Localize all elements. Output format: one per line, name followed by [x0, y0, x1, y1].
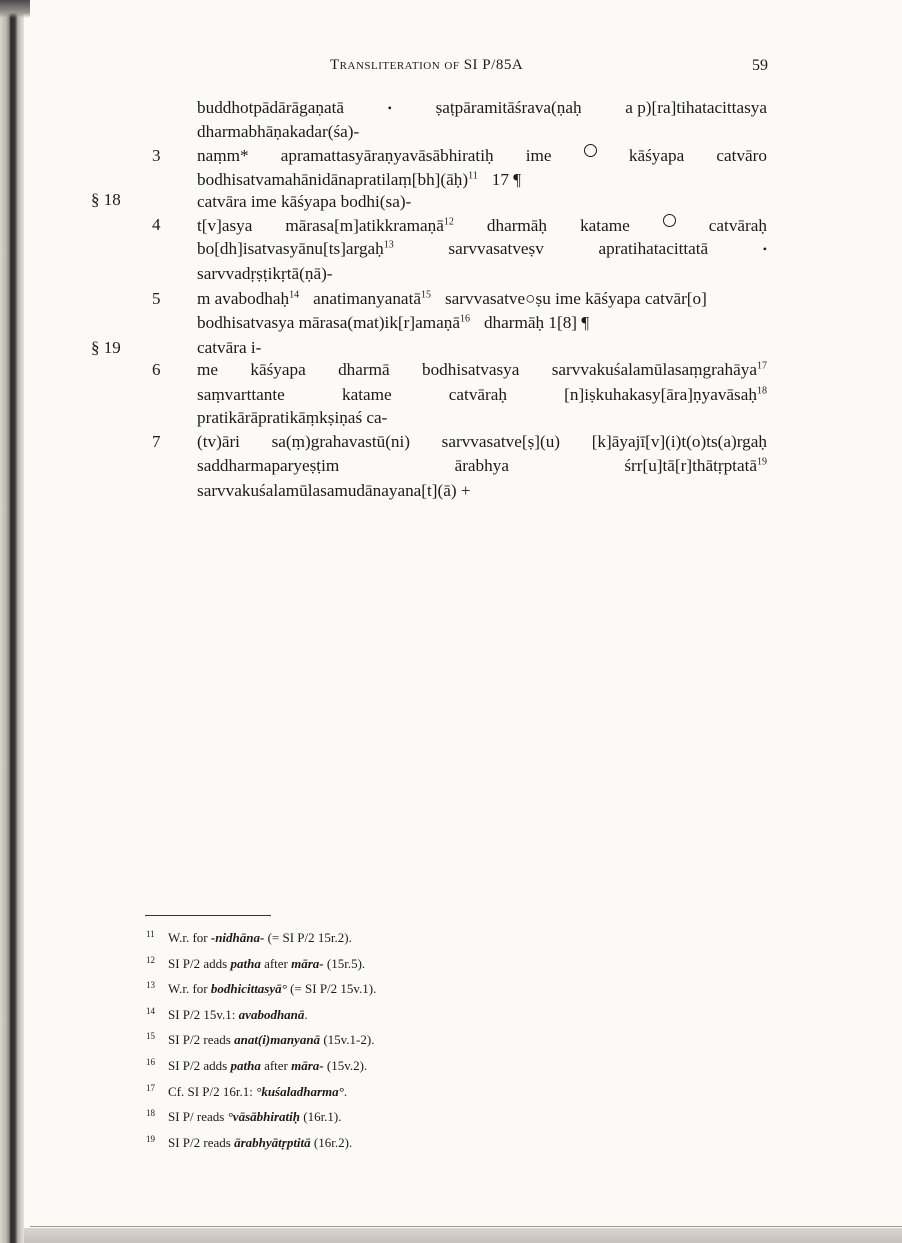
scan-corner-shadow [0, 0, 30, 18]
line-text: anatimanyanatā$^{15}$ [313, 289, 431, 308]
text-line [197, 168, 767, 192]
footnote-text: after [260, 955, 292, 971]
string-hole-circle-icon [663, 214, 676, 227]
line-text: bodhisatvamahānidānapratilaṃ[bh](āḥ)$^{11}$ [197, 170, 478, 189]
footnote-text: (= SI P/2 15v.1). [286, 981, 377, 997]
footnote-text: SI P/2 reads [168, 1032, 235, 1048]
line-text: naṃm* [197, 146, 249, 165]
page-bottom-rule [30, 1226, 902, 1227]
section-mark: § 19 [91, 338, 121, 357]
line-number: 5 [152, 289, 161, 308]
line-text: śrr[u]tā[r]thātṛptatā$^{19}$ [624, 456, 767, 475]
line-text: a p)[ra]tihatacittasya [625, 98, 767, 117]
footnote [146, 976, 376, 998]
text-line [197, 383, 767, 407]
text-line [197, 96, 767, 120]
line-text: apramattasyāraṇyavāsābhiratiḥ [280, 146, 494, 165]
footnote-italic-text: -nidhāna- [210, 930, 265, 945]
footnote [146, 1053, 367, 1075]
text-line [197, 144, 767, 168]
line-text: kāśyapa [628, 146, 685, 165]
footnote-italic-text: anat(i)manyanā [234, 1032, 321, 1048]
text-line [197, 430, 767, 454]
line-text: bodhisatvasya [421, 360, 520, 379]
line-text: catvāra ime kāśyapa bodhi(sa)- [197, 192, 412, 211]
line-text: sarvvakuśalamūlasaṃgrahāya$^{17}$ [551, 360, 767, 379]
footnote-number: 17 [146, 1082, 155, 1093]
footnote [146, 1027, 374, 1049]
line-text: kāśyapa [250, 360, 306, 379]
footnote [146, 1130, 352, 1152]
line-text: sarvvasatve[ṣ](u) [441, 432, 561, 451]
line-text: 17 ¶ [491, 170, 521, 189]
footnote-text: Cf. SI P/2 16r.1: [168, 1083, 257, 1099]
footnote-text: (16r.1). [299, 1109, 342, 1125]
book-spine-shadow [0, 0, 24, 1243]
line-text: sarvvasatve○ṣu ime kāśyapa catvār[o] [444, 289, 707, 308]
line-text: sa(ṃ)grahavastū(ni) [271, 432, 411, 451]
footnote-number: 13 [146, 980, 155, 991]
footnote-italic-text: patha [230, 955, 261, 971]
footnote-separator [145, 915, 271, 916]
line-text: sarvvadṛṣṭikṛtā(ṇā)- [197, 264, 333, 283]
footnote-ref: 16 [459, 313, 470, 325]
string-hole-circle-icon [584, 144, 597, 157]
footnote-text: SI P/2 adds [168, 955, 231, 971]
line-text: catvāraḥ [708, 216, 767, 235]
line-text: katame [580, 216, 630, 235]
line-text: sarvvasatveṣv [448, 239, 544, 258]
footnote-ref: 19 [756, 456, 767, 468]
footnote-italic-text: °kuśaladharma° [256, 1083, 344, 1099]
text-line [197, 190, 767, 214]
running-title-small-caps: Transliteration of [330, 57, 460, 73]
footnote-ref: 18 [756, 385, 767, 397]
footnote-ref: 11 [468, 170, 478, 182]
footnote-text: SI P/ reads [168, 1109, 228, 1125]
punctuation-dot: • [387, 101, 392, 115]
line-text: dharmāḥ [486, 216, 548, 235]
text-line [197, 336, 767, 360]
line-text: [n]iṣkuhakasy[āra]ṇyavāsaḥ$^{18}$ [564, 385, 767, 404]
footnote-text: (16r.2). [310, 1134, 353, 1150]
line-text: ime [525, 146, 552, 165]
footnote-text: SI P/2 15v.1: [168, 1006, 239, 1022]
running-title-rest: SI P/85A [463, 57, 524, 73]
footnote-ref: 14 [289, 289, 300, 301]
line-text: bodhisatvasya mārasa(mat)ik[r]amaṇā$^{16}$ [197, 313, 470, 332]
text-line [197, 358, 767, 382]
footnote [146, 925, 352, 947]
footnote-italic-text: °vāsābhiratiḥ [227, 1109, 300, 1125]
footnote-italic-text: māra- [291, 955, 324, 971]
footnote-italic-text: ārabhyātṛptitā [234, 1134, 311, 1150]
footnote-ref: 15 [420, 289, 431, 301]
line-text: catvāra i- [197, 338, 262, 357]
footnote-text: (15v.2). [323, 1058, 368, 1073]
footnote-ref: 17 [756, 360, 767, 372]
line-text: dharmabhāṇakadar(śa)- [197, 122, 360, 141]
footnote-italic-text: māra- [291, 1058, 324, 1073]
text-line [197, 406, 767, 430]
footnote-ref: 13 [383, 239, 394, 251]
text-line [197, 479, 767, 503]
line-text: me [197, 360, 218, 379]
footnote-number: 12 [146, 954, 155, 965]
footnote-number: 15 [146, 1031, 155, 1042]
footnote-italic-text: bodhicittasyā° [210, 981, 287, 997]
line-text: (tv)āri [197, 432, 240, 451]
footnote-text: SI P/2 adds [168, 1058, 231, 1073]
section-mark: § 18 [91, 190, 121, 209]
footnote-text: W.r. for [168, 930, 211, 945]
text-line [197, 262, 767, 286]
line-text: buddhotpādārāgaṇatā [197, 98, 344, 117]
footnote [146, 951, 365, 973]
line-text: katame [341, 385, 392, 404]
line-text: ārabhya [454, 456, 509, 475]
line-text: t[v]asya [197, 216, 253, 235]
line-text: catvāro [716, 146, 767, 165]
text-line [197, 214, 767, 238]
text-line [197, 454, 767, 478]
text-line [197, 287, 767, 311]
footnote [146, 1002, 308, 1024]
footnote-text: (15v.1-2). [320, 1032, 375, 1048]
footnote-number: 19 [146, 1133, 155, 1144]
line-text: m avabodhaḥ$^{14}$ [197, 289, 300, 308]
footnote-italic-text: patha [230, 1058, 261, 1073]
page-number: 59 [752, 57, 768, 74]
line-number: 7 [152, 432, 161, 451]
text-line [197, 120, 767, 144]
line-number: 3 [152, 146, 161, 165]
line-text: apratihatacittatā [598, 239, 709, 258]
page-bottom-edge [24, 1228, 902, 1243]
line-number: 6 [152, 360, 161, 379]
line-text: saddharmaparyeṣṭim [197, 456, 340, 475]
footnote-number: 14 [146, 1005, 155, 1016]
footnote-text: W.r. for [168, 981, 211, 997]
line-text: pratikārāpratikāṃkṣiṇaś ca- [197, 408, 388, 427]
line-text: bo[dh]isatvasyānu[ts]argaḥ$^{13}$ [197, 239, 394, 258]
running-header [330, 57, 523, 74]
text-line [197, 237, 767, 261]
footnote-number: 18 [146, 1108, 155, 1119]
footnote-number: 16 [146, 1057, 155, 1067]
text-line [197, 311, 767, 335]
footnote-text: SI P/2 reads [168, 1134, 235, 1150]
line-text: ṣaṭpāramitāśrava(ṇaḥ [435, 98, 582, 117]
line-number: 4 [152, 215, 161, 234]
footnote-text: after [260, 1058, 292, 1073]
footnote [146, 1104, 342, 1126]
footnote-number: 11 [146, 929, 155, 939]
line-text: [k]āyajī[v](i)t(o)ts(a)rgaḥ [591, 432, 767, 451]
footnote-text: . [304, 1006, 308, 1022]
footnote-text: (= SI P/2 15r.2). [264, 930, 352, 945]
line-text: sarvvakuśalamūlasamudānayana[t](ā) + [197, 481, 471, 500]
line-text: saṃvarttante [197, 385, 285, 404]
footnote-ref: 12 [443, 216, 454, 228]
line-text: catvāraḥ [448, 385, 507, 404]
line-text: dharmāḥ 1[8] ¶ [483, 313, 590, 332]
footnote-italic-text: avabodhanā [238, 1006, 305, 1022]
line-text: dharmā [338, 360, 390, 379]
line-text: mārasa[m]atikkramaṇā$^{12}$ [285, 216, 454, 235]
footnote [146, 1079, 347, 1101]
footnote-text: (15r.5). [323, 955, 366, 971]
footnote-text: . [343, 1083, 348, 1099]
punctuation-dot: • [762, 242, 767, 256]
